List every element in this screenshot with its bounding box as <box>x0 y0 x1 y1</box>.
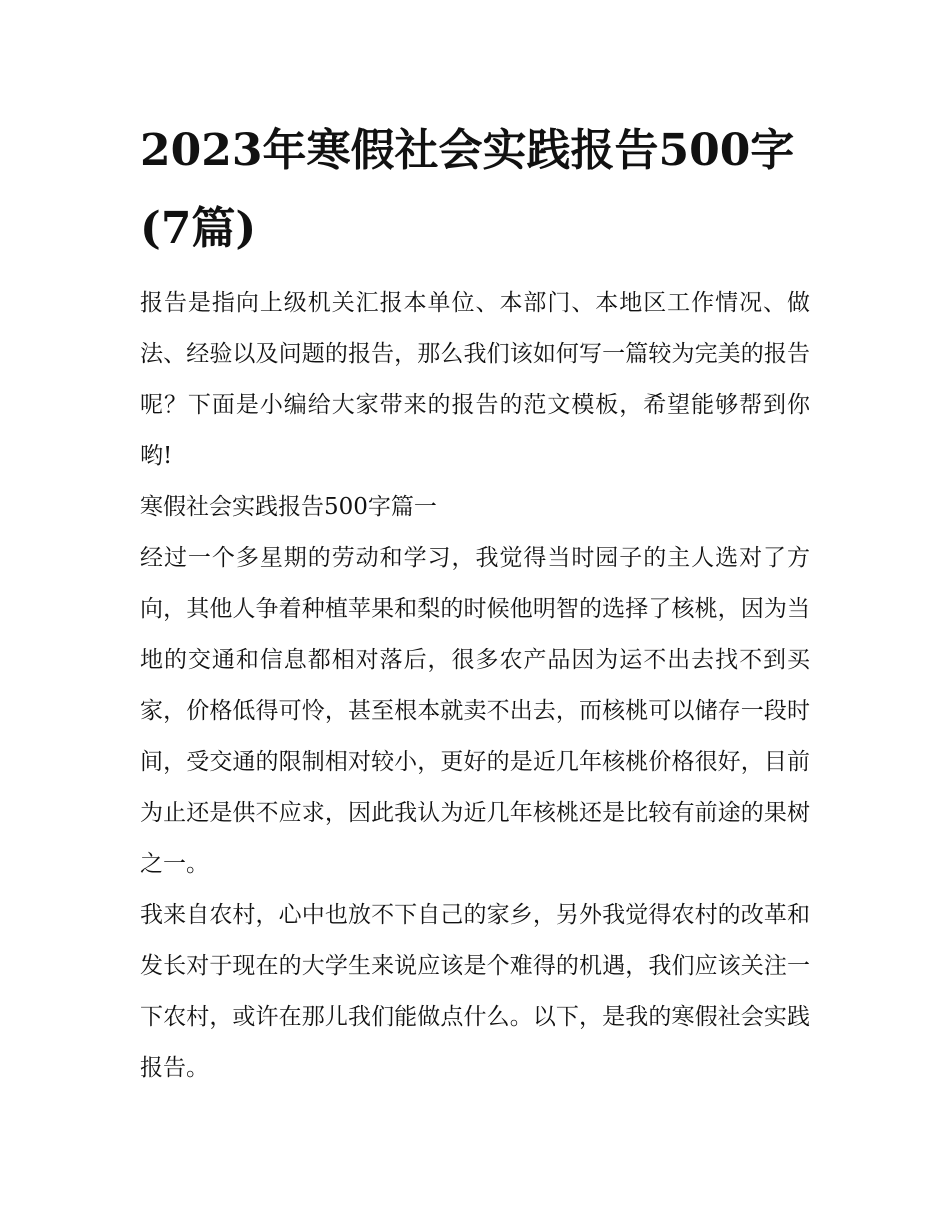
document-title: 2023年寒假社会实践报告500字(7篇) <box>140 125 795 254</box>
body-paragraph-1: 经过一个多星期的劳动和学习，我觉得当时园子的主人选对了方向，其他人争着种植苹果和梨的时候他明智的选择了核桃，因为当地的交通和信息都相对落后，很多农产品因为运不出去找不到买家，价格低得可怜，甚至根本就卖不出去，而核桃可以储存一段时间，受交通的限制相对较小，更好的是近几年核桃价格很好，目前为止还是供不应求，因此我认为近几年核桃还是比较有前途的果树之一。 <box>140 545 810 877</box>
document-body <box>140 112 810 1094</box>
body-paragraph-2: 我来自农村，心中也放不下自己的家乡，另外我觉得农村的改革和发长对于现在的大学生来说应该是个难得的机遇，我们应该关注一下农村，或许在那儿我们能做点什么。以下，是我的寒假社会实践报告。 <box>140 902 810 1081</box>
intro-paragraph: 报告是指向上级机关汇报本单位、本部门、本地区工作情况、做法、经验以及问题的报告，那么我们该如何写一篇较为完美的报告呢？下面是小编给大家带来的报告的范文模板，希望能够帮到你哟! <box>140 290 810 469</box>
section-heading: 寒假社会实践报告500字篇一 <box>140 494 437 520</box>
